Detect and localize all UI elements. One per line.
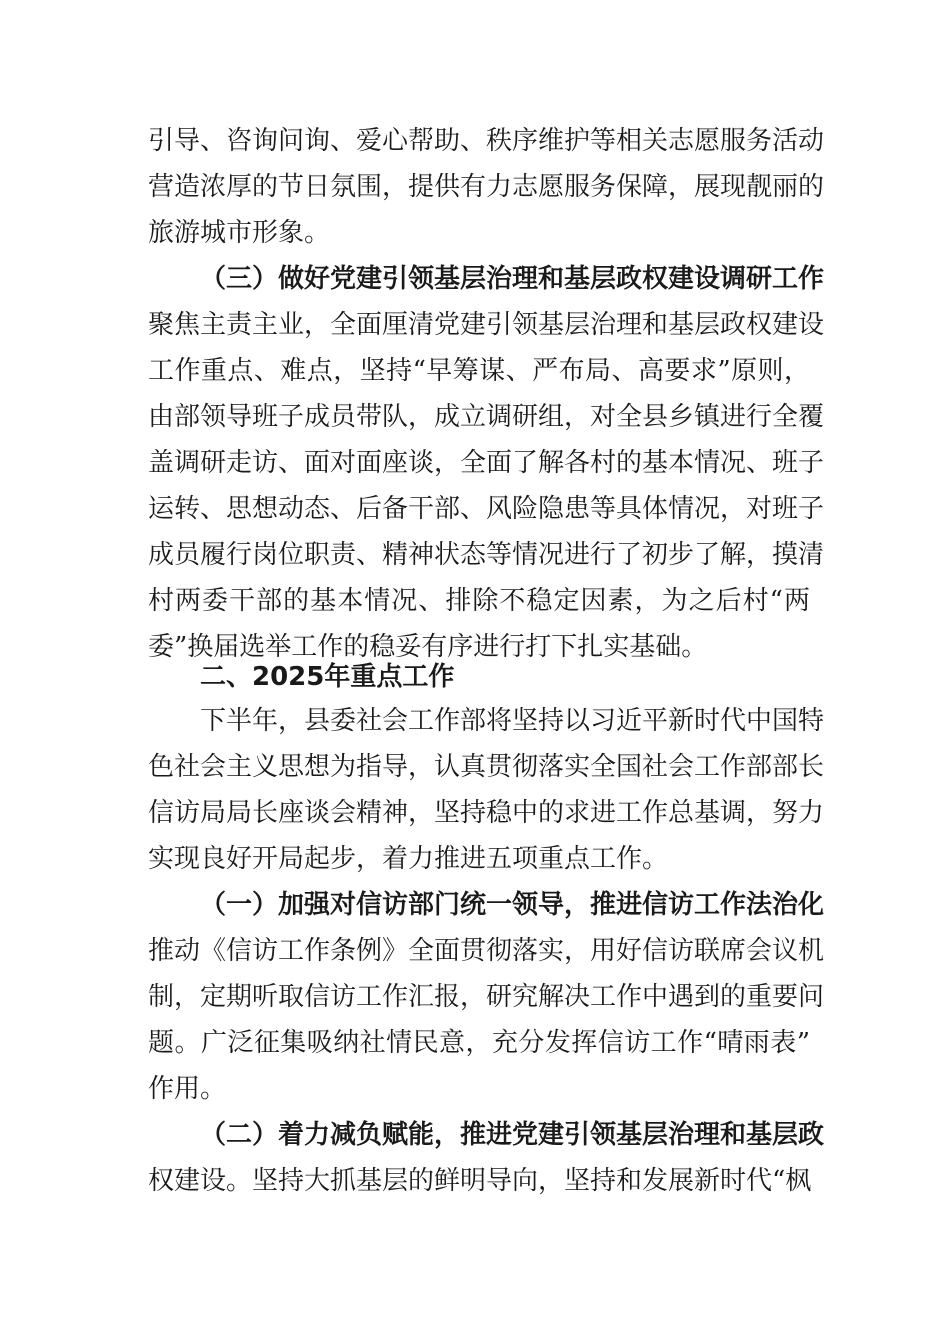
body-line: 盖调研走访、面对面座谈，全面了解各村的基本情况、班子 xyxy=(148,448,825,478)
body-line: 村两委干部的基本情况、排除不稳定因素，为之后村“两 xyxy=(148,586,810,616)
body-line: 信访局局长座谈会精神，坚持稳中的求进工作总基调，努力 xyxy=(148,798,825,828)
body-line: 营造浓厚的节日氛围，提供有力志愿服务保障，展现靓丽的 xyxy=(148,172,825,202)
body-line: 运转、思想动态、后备干部、风险隐患等具体情况，对班子 xyxy=(148,494,825,524)
subsection-heading: （三）做好党建引领基层治理和基层政权建设调研工作 xyxy=(200,264,825,294)
body-line: 色社会主义思想为指导，认真贯彻落实全国社会工作部部长 xyxy=(148,752,825,782)
body-line: 权建设。坚持大抓基层的鲜明导向，坚持和发展新时代“枫 xyxy=(148,1166,812,1196)
body-line: 聚焦主责主业，全面厘清党建引领基层治理和基层政权建设 xyxy=(148,310,825,340)
subsection-heading: （一）加强对信访部门统一领导，推进信访工作法治化 xyxy=(200,890,825,920)
body-line: 成员履行岗位职责、精神状态等情况进行了初步了解，摸清 xyxy=(148,540,825,570)
body-line: 委”换届选举工作的稳妥有序进行打下扎实基础。 xyxy=(148,632,708,662)
body-line: 制，定期听取信访工作汇报，研究解决工作中遇到的重要问 xyxy=(148,982,825,1012)
body-line: 下半年，县委社会工作部将坚持以习近平新时代中国特 xyxy=(200,706,825,736)
body-line: 实现良好开局起步，着力推进五项重点工作。 xyxy=(148,844,669,874)
subsection-heading: （二）着力减负赋能，推进党建引领基层治理和基层政 xyxy=(200,1120,825,1150)
body-line: 题。广泛征集吸纳社情民意，充分发挥信访工作“晴雨表” xyxy=(148,1028,810,1058)
body-line: 由部领导班子成员带队，成立调研组，对全县乡镇进行全覆 xyxy=(148,402,825,432)
body-line: 引导、咨询问询、爱心帮助、秩序维护等相关志愿服务活动 xyxy=(148,126,825,156)
body-line: 旅游城市形象。 xyxy=(148,218,331,248)
body-line: 作用。 xyxy=(148,1074,227,1104)
section-heading: 二、2025年重点工作 xyxy=(200,662,455,692)
body-line: 工作重点、难点，坚持“早筹谋、严布局、高要求”原则， xyxy=(148,356,810,386)
body-line: 推动《信访工作条例》全面贯彻落实，用好信访联席会议机 xyxy=(148,936,825,966)
